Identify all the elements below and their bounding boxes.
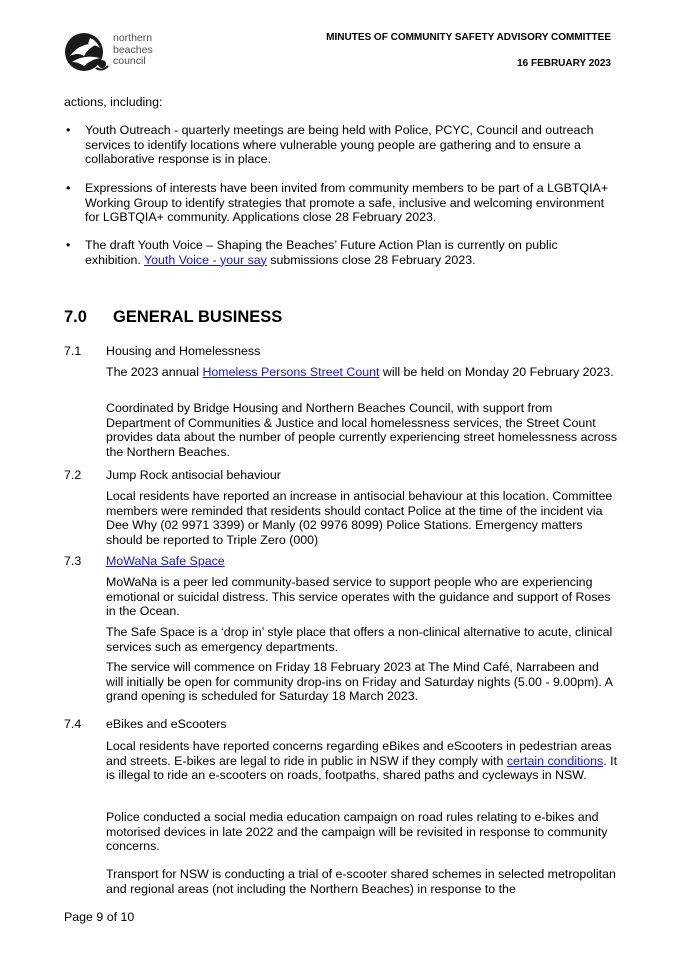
section-number: 7.0: [64, 308, 87, 326]
paragraph-part: Local residents have reported concerns regarding eBikes and eScooters in pedestrian areas and streets. E-bikes are legal to ride in public in NSW if they comply with: [106, 739, 612, 768]
item-paragraph: Police conducted a social media education campaign on road rules relating to e-bikes and motorised devices in late 2022 and the campaign will be revisited in response to community concerns.: [106, 810, 608, 854]
youth-voice-link[interactable]: Youth Voice - your say: [144, 252, 267, 267]
item-paragraph: Coordinated by Bridge Housing and Northern Beaches Council, with support from Department of Communities & Justice and local homelessness services, the Street Count provides data about the number of people currently experiencing street homelessness across the Northern Beaches.: [106, 401, 618, 459]
certain-conditions-link[interactable]: certain conditions: [506, 753, 604, 768]
document-title: MINUTES OF COMMUNITY SAFETY ADVISORY COMMITTEE: [326, 32, 611, 43]
item-paragraph: The Safe Space is a ‘drop in’ style place that offers a non-clinical alternative to acute, clinical services such as emergency departments.: [106, 625, 613, 654]
bullet-icon: •: [66, 181, 71, 195]
item-number: 7.4: [64, 717, 82, 731]
item-title: eBikes and eScooters: [106, 717, 227, 731]
council-logo-icon: [62, 30, 110, 74]
bullet-icon: •: [66, 123, 71, 137]
item-paragraph: [106, 365, 618, 380]
item-title: Housing and Homelessness: [106, 344, 261, 358]
logo-text: [113, 33, 153, 68]
street-count-link[interactable]: Homeless Persons Street Count: [202, 365, 380, 379]
bullet-text-part: The draft Youth Voice – Shaping the Beaches’ Future Action Plan is currently on public exhibition.: [85, 238, 558, 267]
page-footer: Page 9 of 10: [64, 910, 135, 924]
item-title: Jump Rock antisocial behaviour: [106, 468, 281, 482]
item-paragraph: Local residents have reported an increase in antisocial behaviour at this location. Committee members were reminded that residents should contact Police at the time of the incident via Dee Why (02 9971 3399) or Manly (02 9976 8099) Police Stations. Emergency matters should be reported to Triple Zero (000): [106, 489, 613, 547]
logo-line: northern: [113, 32, 153, 44]
item-number: 7.2: [64, 468, 82, 482]
paragraph-part: will be held on Monday 20 February 2023.: [379, 365, 614, 379]
bullet-icon: •: [66, 238, 71, 252]
logo: [62, 30, 162, 74]
item-number: 7.1: [64, 344, 82, 358]
item-paragraph: Transport for NSW is conducting a trial of e-scooter shared schemes in selected metropolitan and regional areas (not including the Northern Beaches) in response to the: [106, 867, 616, 896]
logo-line: beaches: [113, 43, 153, 56]
intro-text: actions, including:: [64, 95, 163, 109]
logo-line: council: [113, 55, 146, 67]
item-number: 7.3: [64, 554, 82, 568]
bullet-text: Youth Outreach - quarterly meetings are being held with Police, PCYC, Council and outreach services to identify locations where vulnerable young people are gathering and to ensure a collaborative response is in place.: [85, 123, 594, 167]
document-date: 16 FEBRUARY 2023: [517, 58, 611, 69]
mowana-safe-space-link[interactable]: MoWaNa Safe Space: [106, 554, 225, 568]
section-title: GENERAL BUSINESS: [113, 308, 283, 326]
paragraph-part: . It is illegal to ride an e-scooters on roads, footpaths, shared paths and cycleways in NSW.: [106, 753, 618, 783]
paragraph-part: The 2023 annual: [106, 365, 203, 379]
bullet-text-part: submissions close 28 February 2023.: [266, 252, 476, 267]
bullet-text: [85, 238, 615, 267]
bullet-text: Expressions of interests have been invited from community members to be part of a LGBTQIA+ Working Group to identify strategies that promote a safe, inclusive and welcoming environment for LGBTQIA+ community. Applications close 28 February 2023.: [85, 181, 609, 225]
item-paragraph: The service will commence on Friday 18 February 2023 at The Mind Café, Narrabeen and will initially be open for community drop-ins on Friday and Saturday nights (5.00 - 9.00pm). A grand opening is scheduled for Saturday 18 March 2023.: [106, 660, 613, 704]
item-paragraph: MoWaNa is a peer led community-based service to support people who are experiencing emotional or suicidal distress. This service operates with the guidance and support of Roses in the Ocean.: [106, 575, 611, 619]
item-paragraph: [106, 739, 618, 783]
